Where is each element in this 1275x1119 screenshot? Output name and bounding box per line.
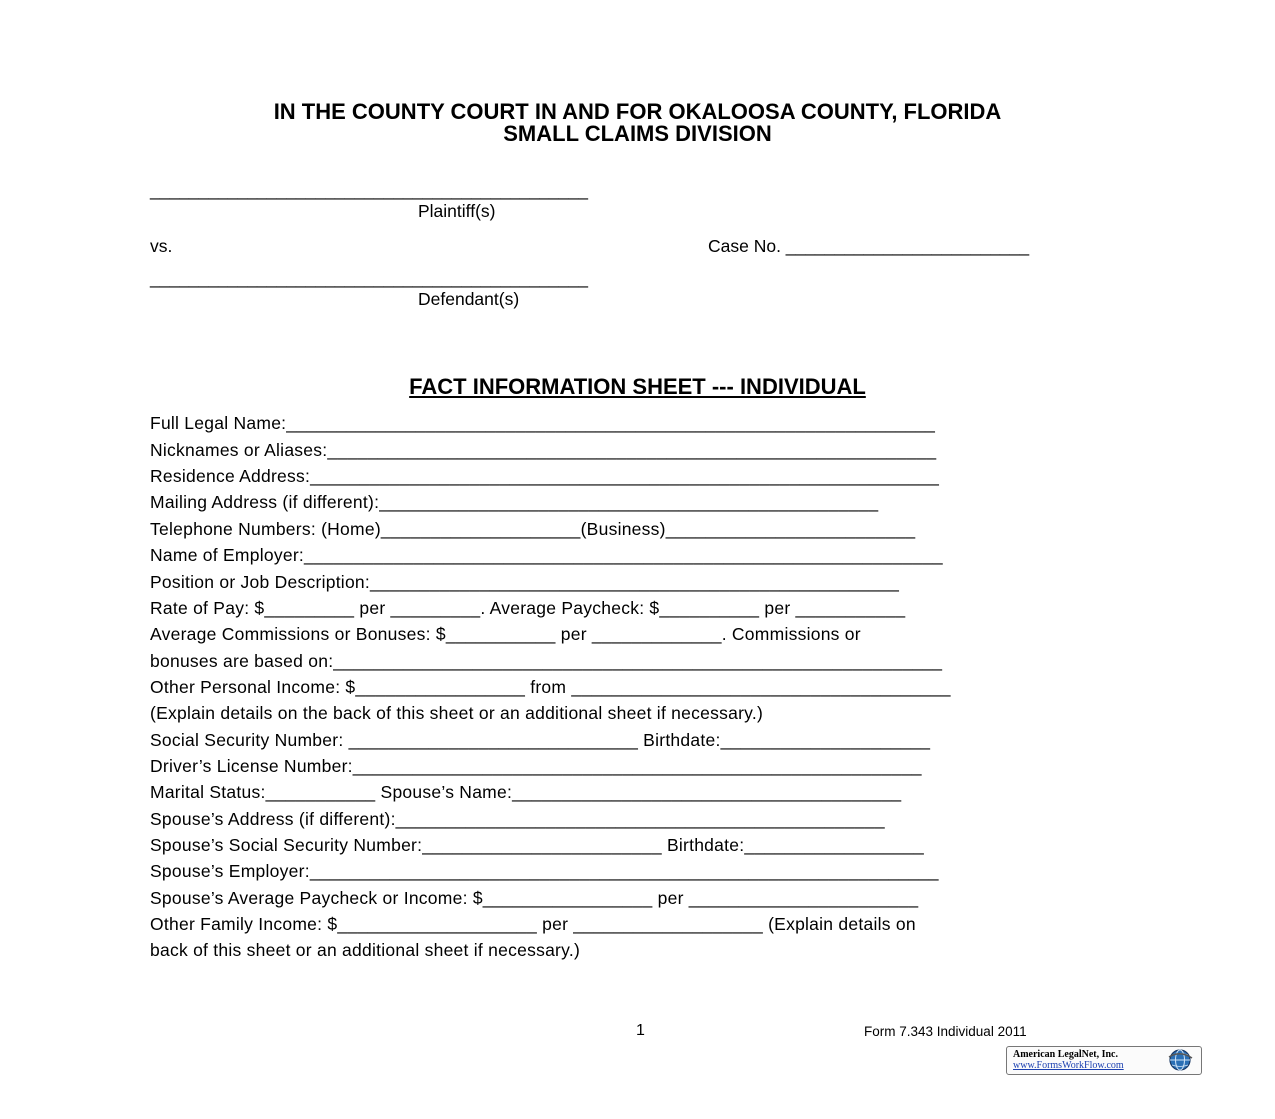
logo-name: American LegalNet, Inc. — [1013, 1049, 1118, 1060]
logo-url[interactable]: www.FormsWorkFlow.com — [1013, 1060, 1124, 1071]
full-legal-name-line: Full Legal Name:_________________________________________________________________ — [150, 413, 936, 433]
spouse-address-line: Spouse’s Address (if different):_________________________________________________ — [150, 809, 885, 829]
publisher-logo — [1006, 1046, 1202, 1075]
page-number: 1 — [636, 1022, 645, 1039]
employer-line: Name of Employer:________________________________________________________________ — [150, 545, 943, 565]
ssn-line: Social Security Number: _____________________________ Birthdate:_____________________ — [150, 730, 931, 750]
marital-status-line: Marital Status:___________ Spouse’s Name:_______________________________________ — [150, 782, 902, 802]
telephone-line: Telephone Numbers: (Home)____________________(Business)_________________________ — [150, 519, 916, 539]
form-id: Form 7.343 Individual 2011 — [864, 1024, 1027, 1039]
court-heading: IN THE COUNTY COURT IN AND FOR OKALOOSA COUNTY, FLORIDA — [273, 99, 1002, 124]
explain-note: (Explain details on the back of this sheet or an additional sheet if necessary.) — [150, 703, 764, 723]
plaintiff-blank: _____________________________________________ — [150, 180, 588, 200]
defendant-label: Defendant(s) — [418, 289, 520, 309]
rate-of-pay-line: Rate of Pay: $_________ per _________. Average Paycheck: $__________ per ___________ — [150, 598, 906, 618]
defendant-blank: _____________________________________________ — [150, 268, 588, 288]
spouse-ssn-line: Spouse’s Social Security Number:________________________ Birthdate:__________________ — [150, 835, 925, 855]
spouse-employer-line: Spouse’s Employer:_______________________________________________________________ — [150, 861, 939, 881]
division-heading: SMALL CLAIMS DIVISION — [503, 121, 772, 146]
spouse-income-line: Spouse’s Average Paycheck or Income: $_________________ per _______________________ — [150, 888, 919, 908]
drivers-license-line: Driver’s License Number:_________________________________________________________ — [150, 756, 922, 776]
form-title: FACT INFORMATION SHEET --- INDIVIDUAL — [409, 374, 866, 399]
globe-icon — [1167, 1048, 1193, 1072]
family-income-note: back of this sheet or an additional sheet if necessary.) — [150, 940, 581, 960]
mailing-address-line: Mailing Address (if different):__________________________________________________ — [150, 492, 879, 512]
residence-address-line: Residence Address:_______________________________________________________________ — [150, 466, 940, 486]
family-income-line: Other Family Income: $____________________ per ___________________ (Explain details on — [150, 914, 916, 934]
vs-label: vs. — [150, 236, 173, 256]
case-number-field: Case No. _________________________ — [708, 236, 1030, 256]
commissions-line: Average Commissions or Bonuses: $___________ per _____________. Commissions or — [150, 624, 861, 644]
nicknames-line: Nicknames or Aliases:_____________________________________________________________ — [150, 440, 937, 460]
bonuses-basis-line: bonuses are based on:_____________________________________________________________ — [150, 651, 943, 671]
plaintiff-label: Plaintiff(s) — [418, 201, 496, 221]
other-income-line: Other Personal Income: $_________________ from ______________________________________ — [150, 677, 951, 697]
job-description-line: Position or Job Description:_____________________________________________________ — [150, 572, 900, 592]
